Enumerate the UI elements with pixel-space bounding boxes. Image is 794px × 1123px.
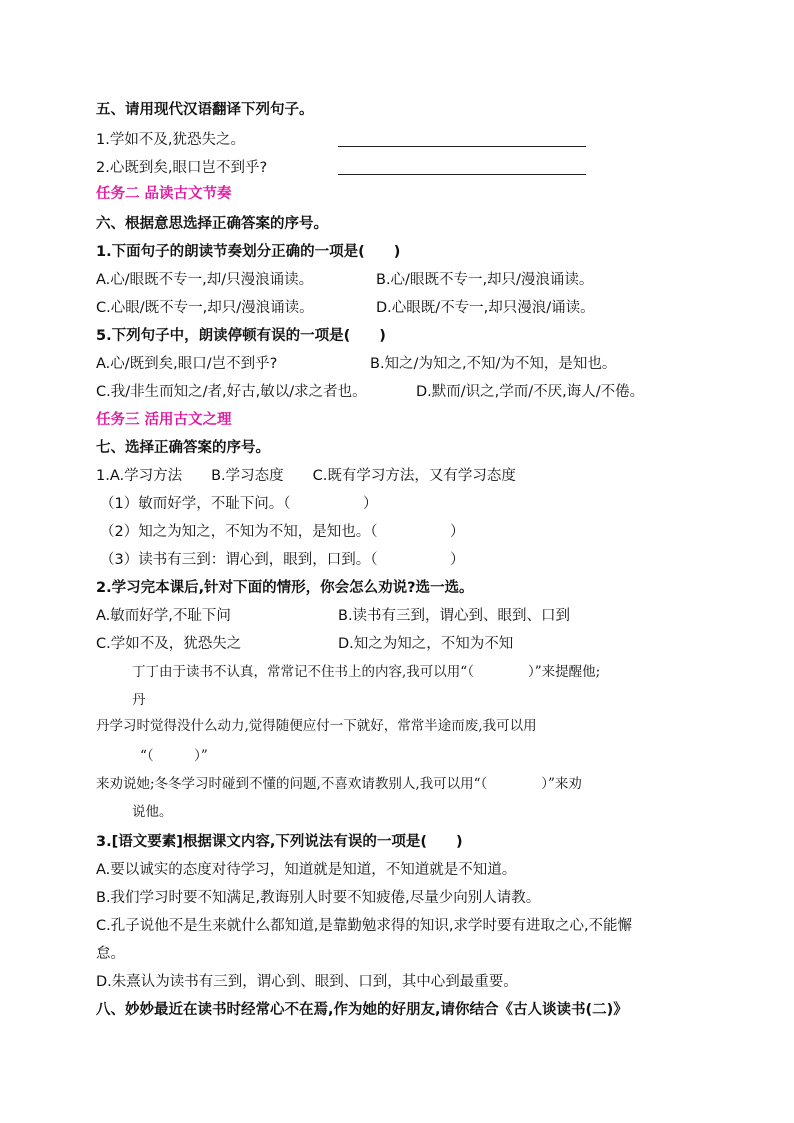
s6-q5-option-b: B.知之/为知之,不知/为不知，是知也。	[370, 356, 617, 372]
section-7-title: 七、选择正确答案的序号。	[96, 440, 270, 456]
scenario-line-6: 说他。	[132, 804, 173, 820]
s7-q1-item-2: （2）知之为知之，不知为不知，是知也。（ ）	[100, 524, 465, 540]
scenario-line-4: “（ ）”	[140, 748, 208, 764]
s7-q1-item-3: （3）读书有三到：谓心到，眼到，口到。（ ）	[100, 552, 465, 568]
s6-q1-option-b: B.心/眼既不专一,却只/漫浪诵读。	[376, 272, 594, 288]
scenario-line-5: 来劝说她;冬冬学习时碰到不懂的问题,不喜欢请教别人,我可以用“（ ）”来劝	[96, 776, 582, 792]
s7-question-2: 2.学习完本课后,针对下面的情形，你会怎么劝说?选一选。	[96, 580, 474, 596]
s7-q2-option-b: B.读书有三到，谓心到、眼到、口到	[338, 608, 571, 624]
s6-q1-option-c: C.心眼/既不专一,却只/漫浪诵读。	[96, 300, 314, 316]
s7-q2-option-d: D.知之为知之，不知为不知	[338, 636, 514, 652]
s6-q1-option-a: A.心/眼既不专一,却/只漫浪诵读。	[96, 272, 314, 288]
task-2-heading: 任务二 品读古文节奏	[96, 186, 232, 202]
answer-line-1[interactable]	[338, 146, 586, 147]
s7-q3-option-b: B.我们学习时要不知满足,教诲别人时要不知疲倦,尽量少向别人请教。	[96, 890, 541, 906]
scenario-line-1: 丁丁由于读书不认真，常常记不住书上的内容,我可以用“（ ）”来提醒他;	[132, 664, 601, 680]
task-3-heading: 任务三 活用古文之理	[96, 412, 232, 428]
s5-question-1: 1.学如不及,犹恐失之。	[96, 132, 245, 148]
s7-q3-option-d: D.朱熹认为读书有三到，谓心到、眼到、口到，其中心到最重要。	[96, 974, 518, 990]
answer-line-2[interactable]	[338, 174, 586, 175]
s7-q2-option-a: A.敏而好学,不耻下问	[96, 608, 231, 624]
scenario-line-3: 丹学习时觉得没什么动力,觉得随便应付一下就好，常常半途而废,我可以用	[96, 718, 537, 734]
s6-question-5: 5.下列句子中，朗读停顿有误的一项是( )	[96, 328, 386, 344]
s7-question-3: 3.[语文要素]根据课文内容,下列说法有误的一项是( )	[96, 834, 463, 850]
section-6-title: 六、根据意思选择正确答案的序号。	[96, 216, 328, 232]
s7-question-1: 1.A.学习方法 B.学习态度 C.既有学习方法，又有学习态度	[96, 468, 516, 484]
s5-question-2: 2.心既到矣,眼口岂不到乎?	[96, 160, 268, 176]
section-5-title: 五、请用现代汉语翻译下列句子。	[96, 102, 314, 118]
s7-q1-item-1: （1）敏而好学，不耻下问。（ ）	[100, 496, 378, 512]
s6-question-1: 1.下面句子的朗读节奏划分正确的一项是( )	[96, 244, 401, 260]
s6-q5-option-a: A.心/既到矣,眼口/岂不到乎?	[96, 356, 278, 372]
s7-q2-option-c: C.学如不及，犹恐失之	[96, 636, 242, 652]
scenario-line-2: 丹	[132, 692, 146, 708]
s7-q3-option-c-line-1: C.孔子说他不是生来就什么都知道,是靠勤勉求得的知识,求学时要有进取之心,不能懈	[96, 918, 633, 934]
section-8-title: 八、妙妙最近在读书时经常心不在焉,作为她的好朋友,请你结合《古人谈读书(二)》	[96, 1002, 628, 1018]
s6-q5-option-d: D.默而/识之,学而/不厌,诲人/不倦。	[416, 384, 645, 400]
s6-q1-option-d: D.心眼既/不专一,却只漫浪/诵读。	[376, 300, 595, 316]
s6-q5-option-c: C.我/非生而知之/者,好古,敏以/求之者也。	[96, 384, 367, 400]
s7-q3-option-c-line-2: 怠。	[96, 946, 125, 962]
s7-q3-option-a: A.要以诚实的态度对待学习，知道就是知道，不知道就是不知道。	[96, 862, 517, 878]
